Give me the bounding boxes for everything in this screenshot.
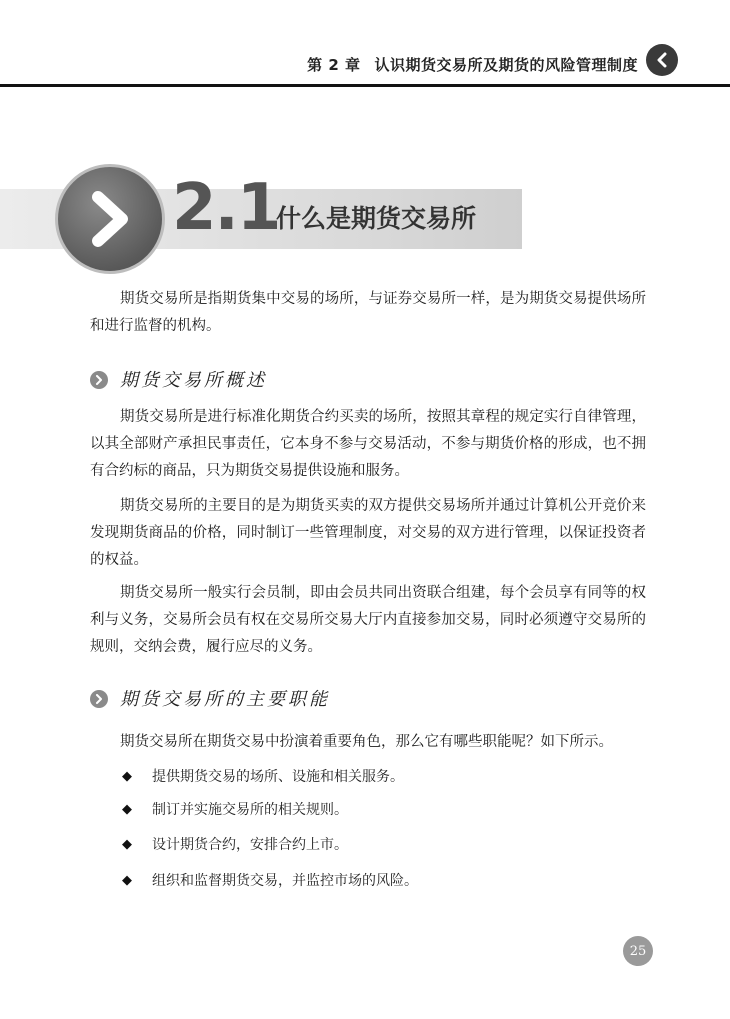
- list-item: [122, 799, 348, 819]
- overview-paragraph-2: 期货交易所的主要目的是为期货买卖的双方提供交易场所并通过计算机公开竞价来发现期货商品的价格，同时制订一些管理制度，对交易的双方进行管理，以保证投资者的权益。: [90, 498, 646, 568]
- section-number: 2.1: [172, 171, 280, 245]
- list-item: [122, 766, 404, 786]
- diamond-bullet-icon: ◆: [122, 801, 132, 817]
- functions-heading: 期货交易所的主要职能: [120, 689, 330, 710]
- list-item-text: 制订并实施交易所的相关规则。: [152, 802, 348, 818]
- list-item: [122, 834, 348, 854]
- section-title: 什么是期货交易所: [276, 204, 477, 233]
- diamond-bullet-icon: ◆: [122, 836, 132, 852]
- chevron-right-icon: [55, 164, 165, 274]
- page-number: 25: [623, 936, 653, 966]
- list-item-text: 组织和监督期货交易，并监控市场的风险。: [152, 873, 418, 889]
- chapter-title: 认识期货交易所及期货的风险管理制度: [374, 56, 638, 74]
- diamond-bullet-icon: ◆: [122, 872, 132, 888]
- overview-paragraph-3: 期货交易所一般实行会员制，即由会员共同出资联合组建，每个会员享有同等的权利与义务，交易所会员有权在交易所交易大厅内直接参加交易，同时必须遵守交易所的规则，交纳会费，履行应尽的义务。: [90, 585, 646, 655]
- chapter-header: [307, 54, 638, 75]
- list-item: [122, 870, 418, 890]
- header-divider: [0, 84, 730, 87]
- chevron-left-icon: [646, 44, 678, 76]
- intro-paragraph: 期货交易所是指期货集中交易的场所，与证券交易所一样，是为期货交易提供场所和进行监督的机构。: [90, 291, 646, 334]
- chevron-right-icon: [90, 690, 108, 708]
- list-item-text: 提供期货交易的场所、设施和相关服务。: [152, 769, 404, 785]
- functions-intro: 期货交易所在期货交易中扮演着重要角色，那么它有哪些职能呢？如下所示。: [120, 734, 613, 750]
- chapter-number: 第 2 章: [307, 56, 361, 74]
- list-item-text: 设计期货合约，安排合约上市。: [152, 837, 348, 853]
- diamond-bullet-icon: ◆: [122, 768, 132, 784]
- overview-heading: 期货交易所概述: [120, 370, 267, 391]
- chevron-right-icon: [90, 371, 108, 389]
- overview-paragraph-1: 期货交易所是进行标准化期货合约买卖的场所，按照其章程的规定实行自律管理，以其全部财产承担民事责任，它本身不参与交易活动，不参与期货价格的形成，也不拥有合约标的商品，只为期货交易提供设施和服务。: [90, 409, 646, 479]
